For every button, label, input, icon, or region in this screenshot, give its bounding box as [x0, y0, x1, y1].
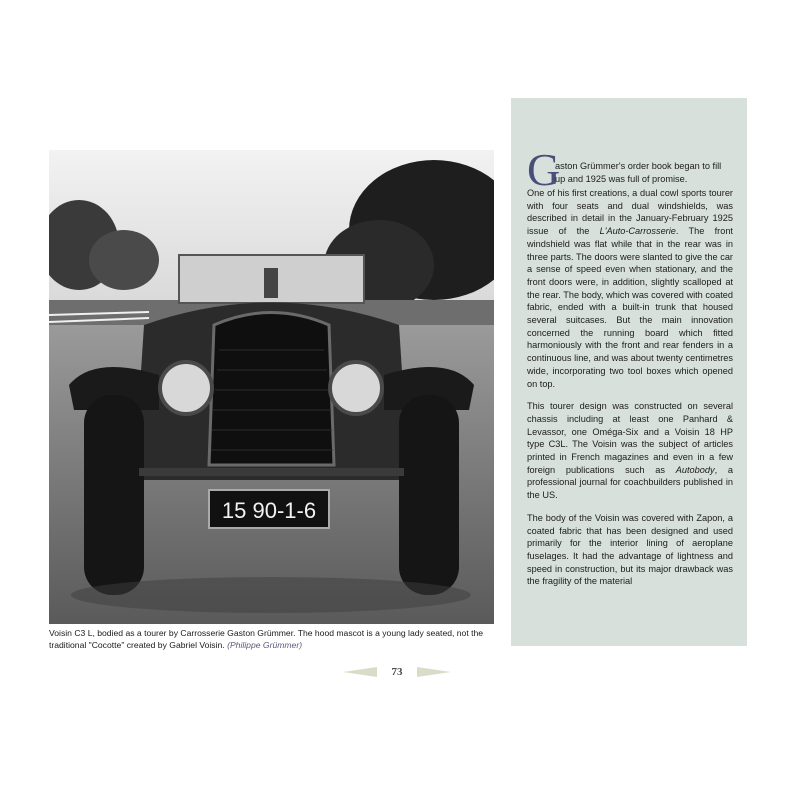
paragraph-1: One of his first creations, a dual cowl sports tourer with four seats and dual windshields, was described in detail in the January-February 1925 issue of the L'Auto-Carrosserie. The front windshield was flat while that in the rear was in three parts. The doors were slanted to give the car a sense of speed even when stationary, and the front doors were, in addition, slightly scalloped at the rear. The body, which was covered with coated fabric, ended with a built-in trunk that housed several suitcases. But the main innovation concerned the running board which fitted harmoniously with the front and rear fenders in a continuous line, and was about twenty centimetres wide, incorporating two tool boxes which opened on top. — [527, 188, 733, 389]
caption-credit: (Philippe Grümmer) — [227, 640, 303, 650]
first-line: aston Grümmer's order book began to fill up and 1925 was full of promise. — [555, 161, 722, 184]
photo-caption — [49, 627, 499, 651]
voisin-photo-illustration — [49, 150, 494, 624]
license-plate: 15 90-1-6 — [221, 498, 317, 523]
page-folio — [343, 665, 451, 679]
car-photo — [49, 150, 494, 624]
paragraph-2: This tourer design was constructed on several chassis including at least one Panhard & Levassor, one Oméga-Six and a Voisin 18 HP type C3L. The Voisin was the subject of articles printed in French magazines and even in a few foreign publications such as Autobody, a professional journal for coachbuilders published in the US. — [527, 401, 733, 501]
text-sidebar — [511, 98, 747, 646]
caption-text: Voisin C3 L, bodied as a tourer by Carrosserie Gaston Grümmer. The hood mascot is a young lady seated, not the traditional "Cocotte" created by Gabriel Voisin. — [49, 628, 484, 650]
drop-cap: G — [527, 144, 561, 195]
paragraph-3: The body of the Voisin was covered with Zapon, a coated fabric that has been designed and used primarily for the interior lining of aeroplane fuselages. It had the advantage of lightness and speed in construction, but its major drawback was the fragility of the material — [527, 512, 733, 587]
body-text — [527, 187, 733, 598]
page-number: 73 — [391, 666, 403, 678]
